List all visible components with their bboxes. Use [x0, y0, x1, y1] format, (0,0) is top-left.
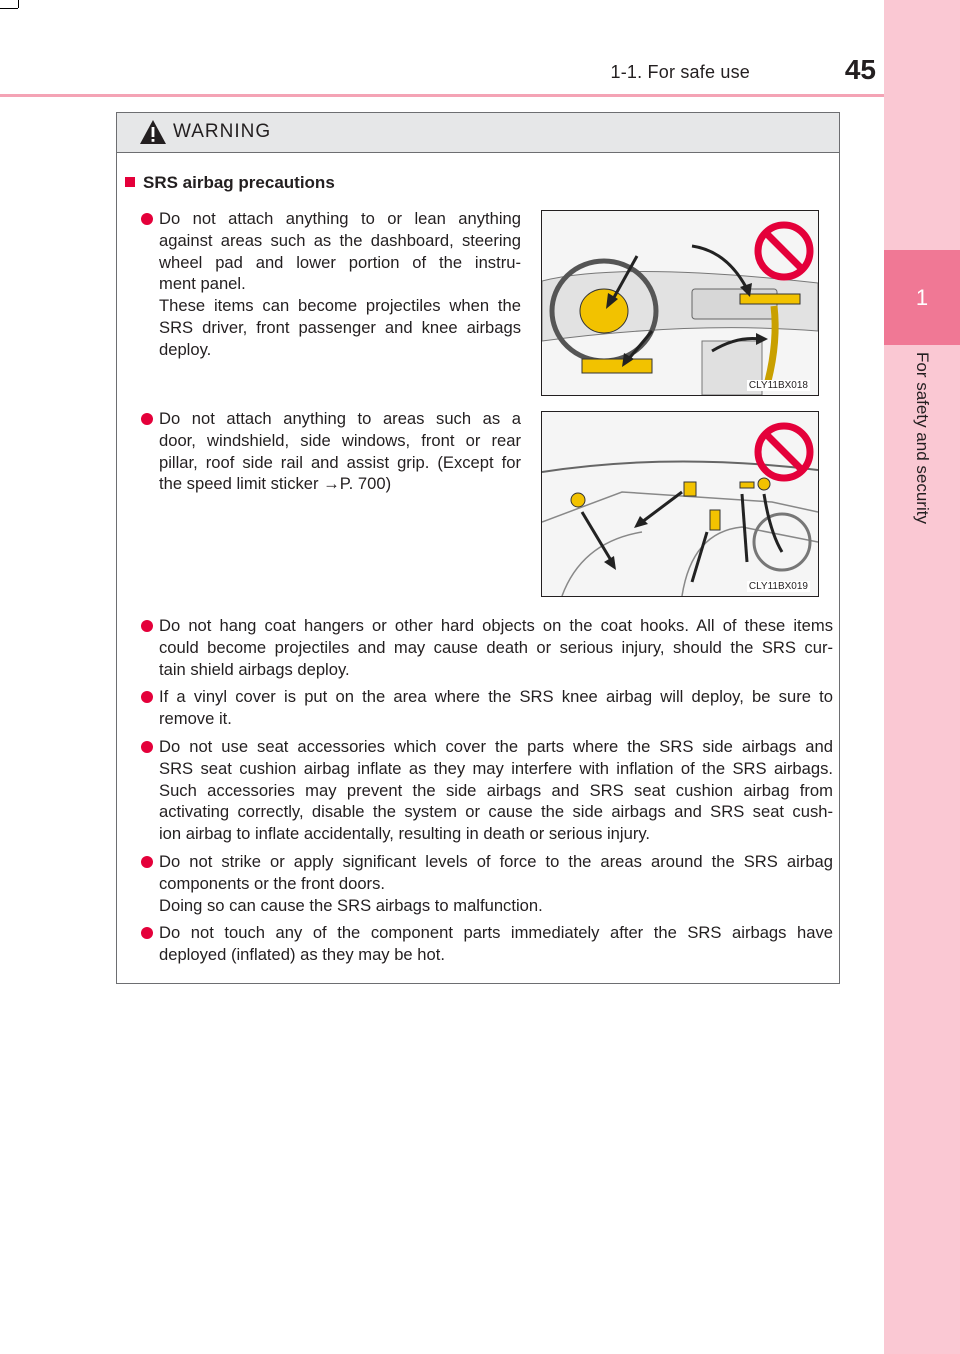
figure-code: CLY11BX019	[748, 581, 808, 592]
text-line: pillar, roof side rail and assist grip. (Except for	[159, 452, 521, 472]
text-line: Such accessories may prevent the side airbags and SRS seat cushion airbag from	[159, 780, 833, 800]
warning-triangle-icon	[139, 119, 167, 145]
bullet-item	[159, 736, 833, 845]
bullet-item	[159, 208, 521, 361]
text-line: the speed limit sticker →P. 700)	[159, 474, 392, 494]
text-line: components or the front doors.	[159, 873, 385, 893]
text-line: activating correctly, disable the system or cause the side airbags and SRS seat cush-	[159, 802, 833, 822]
header-rule	[0, 94, 884, 97]
section-title: 1-1. For safe use	[610, 62, 750, 82]
bullet-item	[159, 615, 833, 680]
text-line: Do not hang coat hangers or other hard objects on the coat hooks. All of these items	[159, 616, 833, 635]
bullet-item	[159, 922, 833, 966]
text-line: against areas such as the dashboard, steering	[159, 230, 521, 250]
bullet-dot-icon	[141, 213, 153, 225]
chapter-tab[interactable]	[884, 250, 960, 345]
crop-mark	[0, 8, 18, 9]
text-line: wheel pad and lower portion of the instru-	[159, 252, 521, 272]
text-line: Do not use seat accessories which cover the parts where the SRS side airbags and	[159, 737, 833, 756]
text-line: Do not attach anything to areas such as a	[159, 409, 521, 428]
text-line: tain shield airbags deploy.	[159, 659, 350, 679]
text-line: If a vinyl cover is put on the area where the SRS knee airbag will deploy, be sure to	[159, 687, 833, 706]
figure-code: CLY11BX018	[748, 380, 808, 391]
text-line: deployed (inflated) as they may be hot.	[159, 944, 445, 964]
square-bullet-icon	[125, 177, 135, 187]
dashboard-drawing	[542, 211, 818, 395]
text-line: Doing so can cause the SRS airbags to malfunction.	[159, 895, 543, 915]
text-line: door, windshield, side windows, front or rear	[159, 430, 521, 450]
bullet-item	[159, 408, 521, 495]
bullet-item	[159, 686, 833, 730]
text-line: Do not strike or apply significant levels of force to the areas around the SRS airbag	[159, 852, 833, 871]
side-tab	[884, 0, 960, 1354]
bullet-dot-icon	[141, 856, 153, 868]
chapter-label: For safety and security	[913, 352, 932, 524]
bullet-dot-icon	[141, 741, 153, 753]
text-line: could become projectiles and may cause death or serious injury, should the SRS cur-	[159, 637, 833, 657]
bullet-dot-icon	[141, 620, 153, 632]
chapter-number: 1	[915, 284, 929, 310]
text-line: deploy.	[159, 339, 212, 359]
text-line: These items can become projectiles when the	[159, 296, 521, 316]
subheading-text: SRS airbag precautions	[143, 173, 335, 192]
warning-box	[116, 112, 840, 984]
warning-header	[117, 113, 839, 153]
text-line: SRS seat cushion airbag inflate as they may interfere with inflation of the SRS airbags.	[159, 758, 833, 778]
text-line: Do not attach anything to or lean anything	[159, 209, 521, 228]
crop-mark	[18, 0, 19, 8]
cabin-illustration	[541, 411, 819, 597]
subheading	[125, 173, 335, 193]
text-line: ment panel.	[159, 274, 246, 294]
warning-title: WARNING	[173, 121, 272, 142]
cabin-drawing	[542, 412, 818, 596]
bullet-item	[159, 851, 833, 916]
text-line: Do not touch any of the component parts immediately after the SRS airbags have	[159, 923, 833, 942]
page-number: 45	[844, 54, 876, 85]
text-line: remove it.	[159, 708, 232, 728]
text-line: SRS driver, front passenger and knee airbags	[159, 317, 521, 337]
dashboard-illustration	[541, 210, 819, 396]
bullet-dot-icon	[141, 413, 153, 425]
bullet-dot-icon	[141, 927, 153, 939]
text-line: ion airbag to inflate accidentally, resulting in death or serious injury.	[159, 824, 651, 844]
bullet-dot-icon	[141, 691, 153, 703]
